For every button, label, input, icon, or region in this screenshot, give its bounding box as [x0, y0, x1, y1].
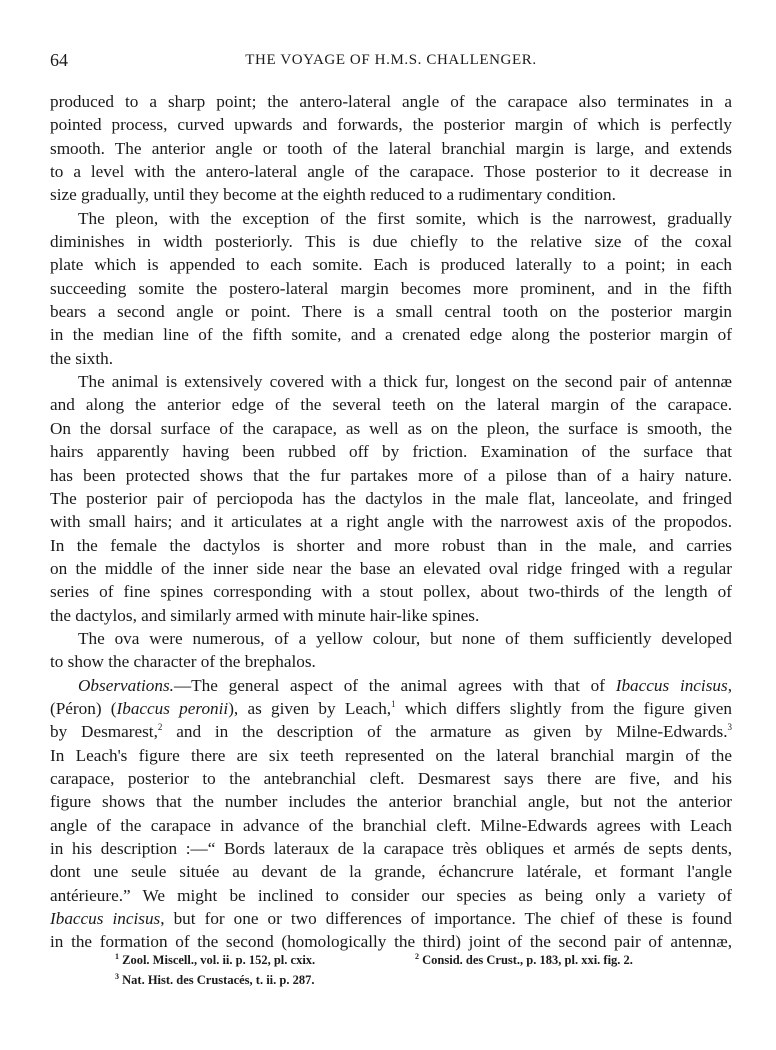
observations-line: in the formation of the second (homologically the third) joint of the second pair of antennæ, — [50, 932, 732, 952]
text-line: on the middle of the inner side near the base an elevated oval ridge fringed with a regular — [50, 558, 732, 578]
footnote-1: $^1$ Zool. Miscell., vol. ii. p. 152, pl. cxix. — [115, 952, 316, 967]
text-line: diminishes in width posteriorly. This is due chiefly to the relative size of the coxal — [50, 232, 732, 252]
observations-line: by Desmarest,$^2$ and in the description of the armature as given by Milne-Edwards.$^3$ — [50, 722, 732, 742]
text-line: The animal is extensively covered with a thick fur, longest on the second pair of antennæ — [78, 372, 732, 392]
observations-line: angle of the carapace in advance of the branchial cleft. Milne-Edwards agrees with Leach — [50, 815, 732, 835]
text-line: produced to a sharp point; the antero-lateral angle of the carapace also terminates in a — [50, 92, 732, 111]
observations-line: In Leach's figure there are six teeth represented on the lateral branchial margin of the — [50, 745, 732, 765]
text-line: with small hairs; and it articulates at a right angle with the narrowest axis of the propodos. — [50, 512, 732, 532]
text-line: hairs apparently having been rubbed off by friction. Examination of the surface that — [50, 442, 732, 462]
body-text — [50, 90, 732, 954]
species-name: Ibaccus peronii — [116, 698, 229, 718]
text-line: On the dorsal surface of the carapace, as well as on the pleon, the surface is smooth, the — [50, 418, 732, 438]
text-line: size gradually, until they become at the eighth reduced to a rudimentary condition. — [50, 185, 616, 205]
text-line: to show the character of the brephalos. — [50, 652, 316, 672]
observations-line: antérieure.” We might be inclined to consider our species as being only a variety of — [50, 885, 732, 905]
text-line: the dactylos, and similarly armed with minute hair-like spines. — [50, 605, 480, 625]
species-name: Ibaccus incisus — [50, 909, 161, 929]
observations-line: Ibaccus incisus, but for one or two differences of importance. The chief of these is found — [50, 909, 732, 929]
footnote-ref[interactable]: 1 — [391, 698, 396, 709]
species-name: Ibaccus incisus — [615, 675, 728, 695]
text-line: bears a second angle or point. There is a small central tooth on the posterior margin — [50, 302, 732, 322]
text-line: smooth. The anterior angle or tooth of the lateral branchial margin is large, and extends — [50, 138, 732, 158]
observations-line: Observations.—The general aspect of the animal agrees with that of Ibaccus incisus, — [78, 675, 732, 695]
text-line: in the median line of the fifth somite, and a crenated edge along the posterior margin of — [50, 325, 732, 345]
observations-line: figure shows that the number includes the anterior branchial angle, but not the anterior — [50, 792, 732, 812]
footnote-3: $^3$ Nat. Hist. des Crustacés, t. ii. p. 287. — [115, 972, 315, 987]
footnote-ref[interactable]: 2 — [157, 722, 163, 733]
page-number: 64 — [50, 50, 68, 70]
observations-line: carapace, posterior to the antebranchial cleft. Desmarest says there are five, and his — [50, 768, 732, 788]
text-line: plate which is appended to each somite. Each is produced laterally to a point; in each — [50, 255, 732, 275]
footnote-2: $^2$ Consid. des Crust., p. 183, pl. xxi. fig. 2. — [415, 952, 633, 967]
observations-line: dont une seule située au devant de la grande, échancrure latérale, et formant l'angle — [50, 862, 732, 882]
observations-label: Observations. — [78, 675, 174, 695]
text-line: The ova were numerous, of a yellow colour, but none of them sufficiently developed — [78, 628, 732, 648]
text-line: and along the anterior edge of the several teeth on the lateral margin of the carapace. — [50, 395, 732, 415]
text-line: to a level with the antero-lateral angle of the carapace. Those posterior to it decrease in — [50, 162, 732, 182]
running-title: THE VOYAGE OF H.M.S. CHALLENGER. — [245, 52, 537, 68]
page-header — [50, 50, 732, 74]
footnote-ref[interactable]: 3 — [727, 722, 732, 733]
observations-line: (Péron) (Ibaccus peronii), as given by Leach,$^1$ which differs slightly from the figure given — [50, 698, 732, 718]
text-line: pointed process, curved upwards and forwards, the posterior margin of which is perfectly — [50, 115, 732, 135]
description-paragraphs — [50, 90, 732, 674]
observations-line: in his description :—“ Bords lateraux de la carapace très obliques et armés de septs dents, — [50, 839, 732, 858]
text-line: succeeding somite the postero-lateral margin becomes more prominent, and in the fifth — [50, 278, 732, 298]
text-line: series of fine spines corresponding with a stout pollex, about two-thirds of the length of — [50, 582, 732, 602]
text-line: The pleon, with the exception of the first somite, which is the narrowest, gradually — [78, 208, 732, 228]
text-line: has been protected shows that the fur partakes more of a pilose than of a hairy nature. — [50, 465, 732, 485]
text-line: In the female the dactylos is shorter and more robust than in the male, and carries — [50, 535, 732, 555]
text-line: The posterior pair of perciopoda has the dactylos in the male flat, lanceolate, and fringed — [50, 488, 732, 508]
text-line: the sixth. — [50, 348, 114, 368]
